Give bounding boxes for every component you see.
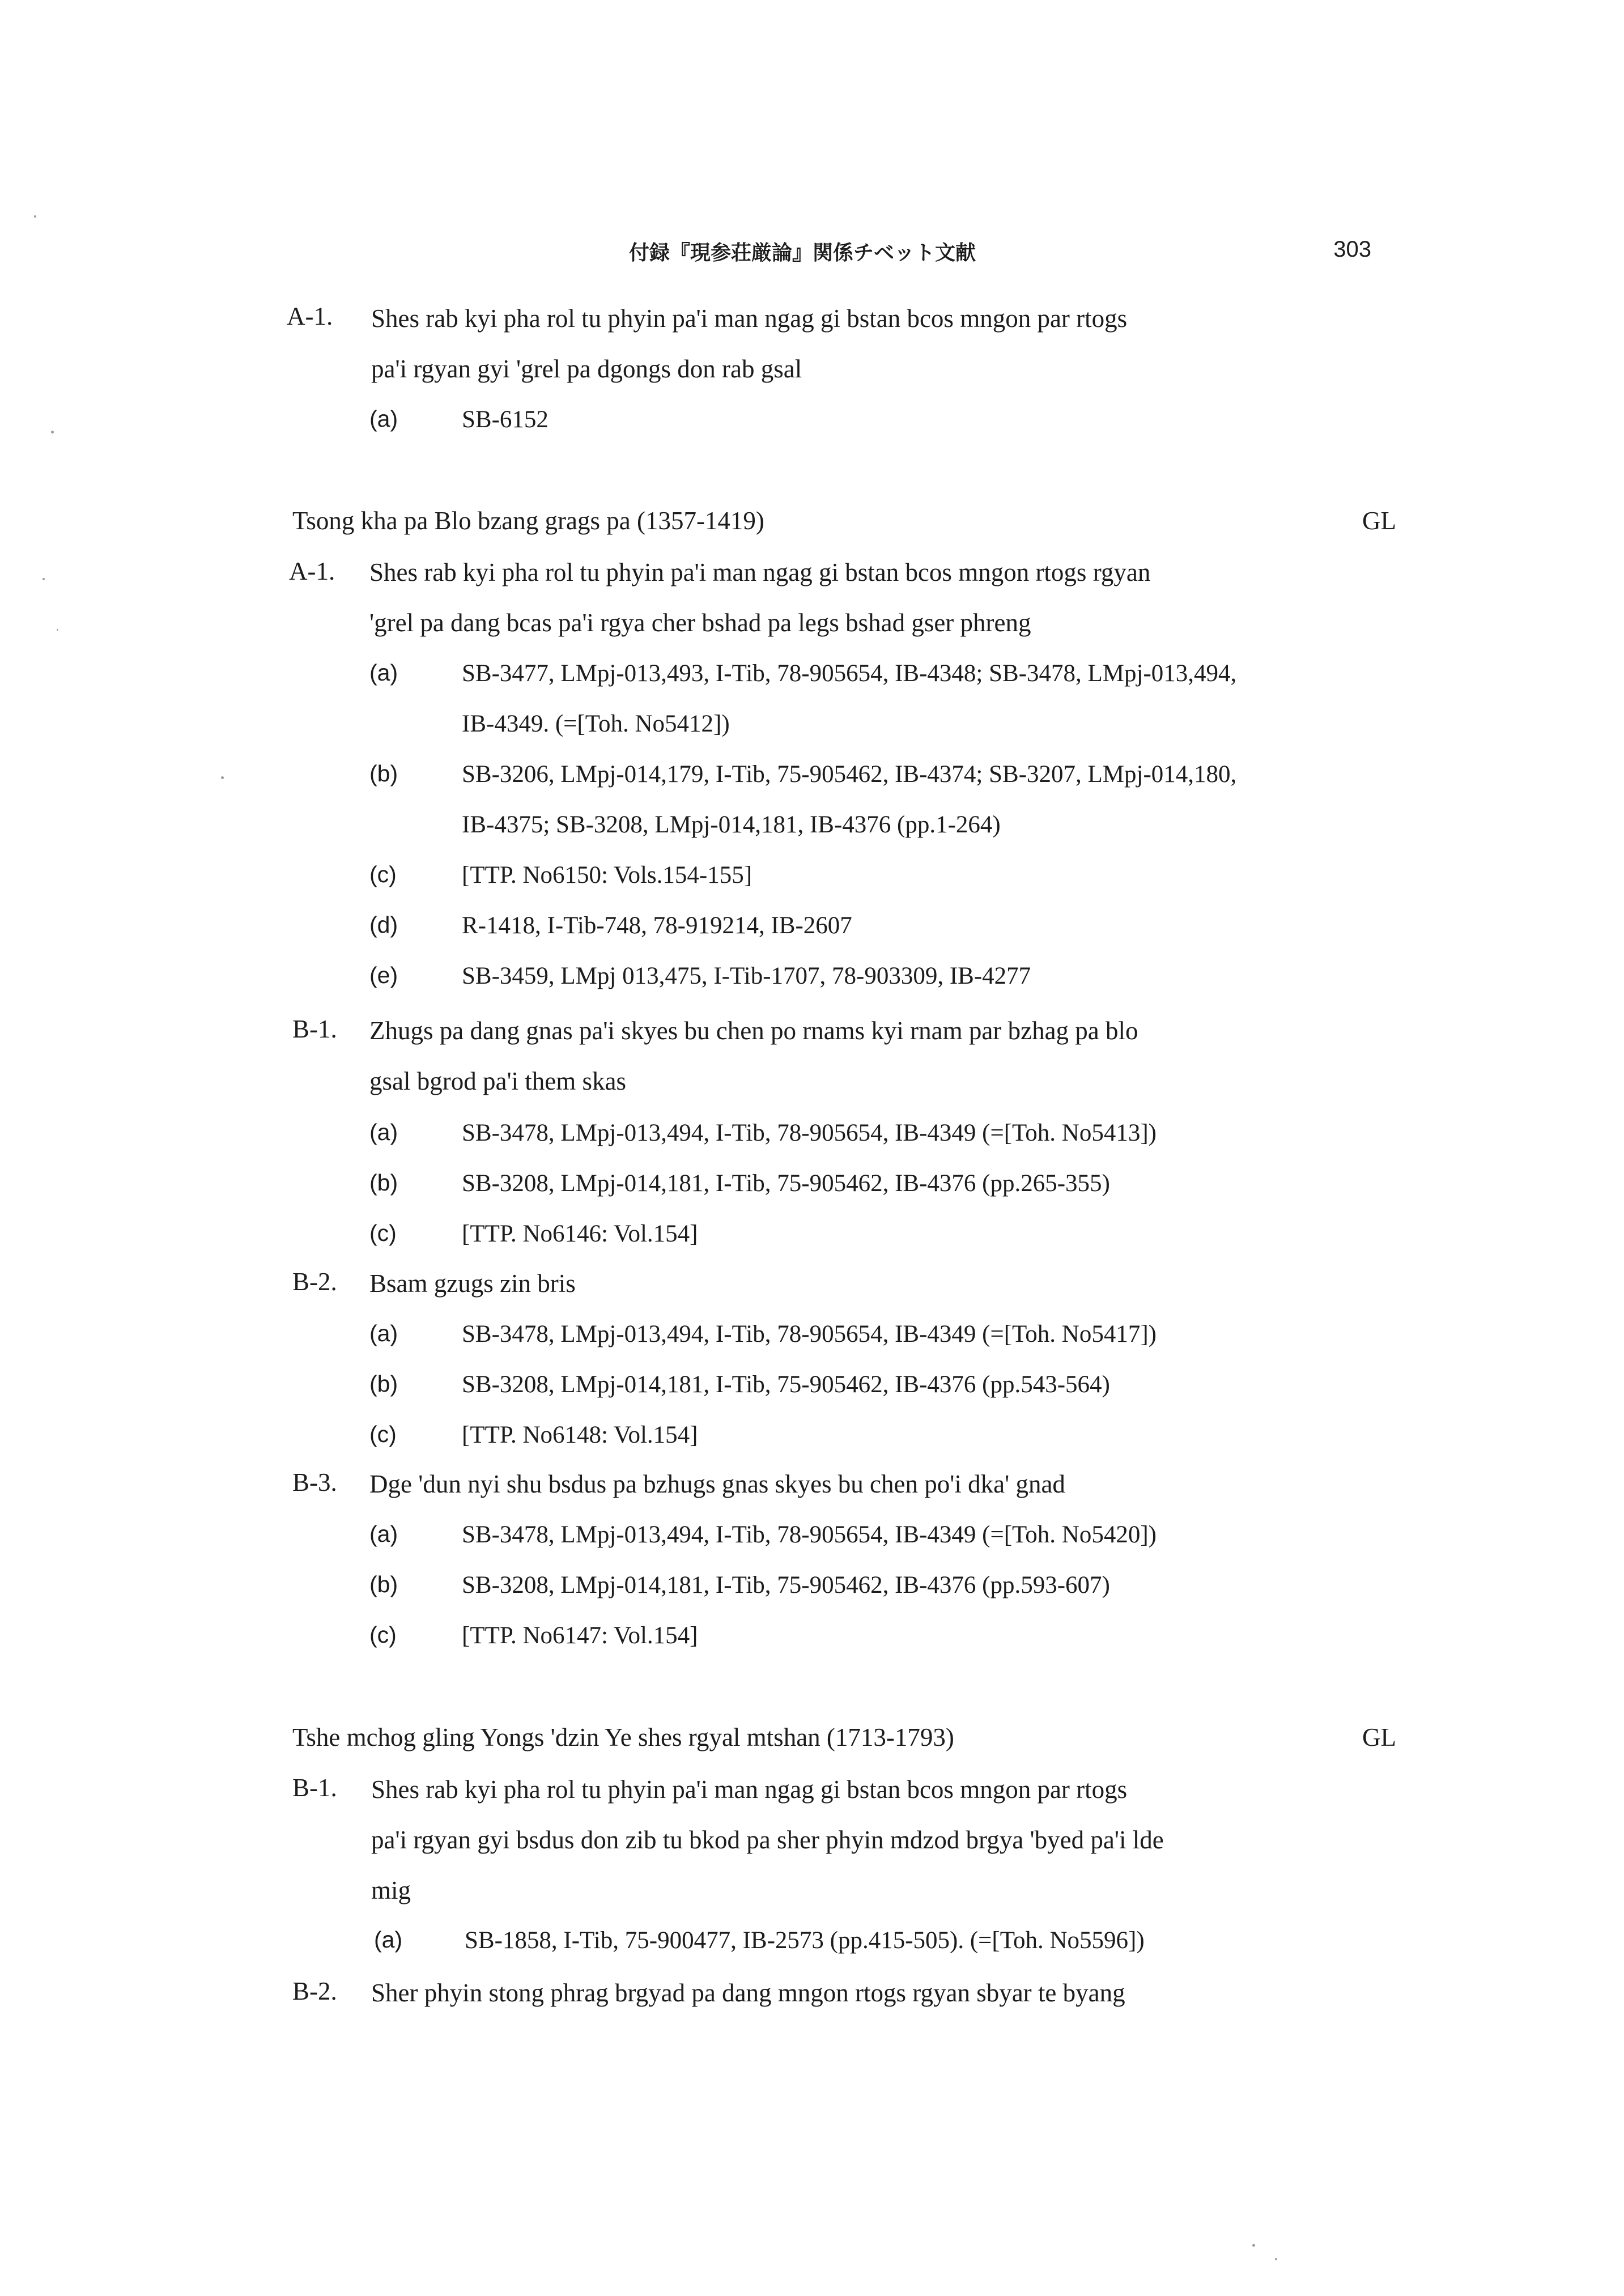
running-header [629, 237, 1371, 271]
entry-title-line: Sher phyin stong phrag brgyad pa dang mngon rtogs rgyan sbyar te byang [371, 1979, 1125, 2007]
ref-label: (a) [369, 1119, 398, 1145]
entry-title-line: 'grel pa dang bcas pa'i rgya cher bshad pa legs bshad gser phreng [369, 609, 1031, 637]
entry-title-line: pa'i rgyan gyi 'grel pa dgongs don rab gsal [371, 355, 802, 383]
ref-label: (b) [369, 1571, 398, 1597]
ref-label: (b) [369, 1170, 398, 1196]
ref-line: [TTP. No6146: Vol.154] [462, 1221, 698, 1247]
author-heading: Tsong kha pa Blo bzang grags pa (1357-1419) [292, 507, 764, 535]
entry-label: B-2. [292, 1268, 337, 1296]
scan-speck [57, 629, 58, 631]
ref-label: (c) [369, 861, 397, 887]
ref-label: (c) [369, 1421, 397, 1447]
ref-line: SB-3206, LMpj-014,179, I-Tib, 75-905462, IB-4374; SB-3207, LMpj-014,180, [462, 761, 1237, 788]
scan-speck [1275, 2258, 1277, 2260]
ref-line: SB-3459, LMpj 013,475, I-Tib-1707, 78-903309, IB-4277 [462, 963, 1031, 989]
scan-speck [221, 776, 224, 779]
entry-label: B-3. [292, 1468, 337, 1496]
entry-title-line: Bsam gzugs zin bris [369, 1269, 576, 1298]
ref-label: (e) [369, 962, 398, 988]
ref-line: SB-3478, LMpj-013,494, I-Tib, 78-905654, IB-4349 (=[Toh. No5420]) [462, 1521, 1157, 1548]
scan-speck [1252, 2244, 1255, 2247]
ref-line: SB-3208, LMpj-014,181, I-Tib, 75-905462, IB-4376 (pp.265-355) [462, 1170, 1110, 1197]
entry-label: A-1. [289, 557, 335, 585]
page-number: 303 [1333, 237, 1371, 262]
entry-label: A-1. [287, 302, 333, 330]
ref-label: (c) [369, 1622, 397, 1648]
ref-line: [TTP. No6147: Vol.154] [462, 1622, 698, 1649]
entry-label: B-2. [292, 1977, 337, 2005]
ref-line: SB-3208, LMpj-014,181, I-Tib, 75-905462, IB-4376 (pp.543-564) [462, 1371, 1110, 1398]
entry-label: B-1. [292, 1015, 337, 1043]
ref-label: (a) [369, 1521, 398, 1547]
author-heading: Tshe mchog gling Yongs 'dzin Ye shes rgyal mtshan (1713-1793) [292, 1723, 954, 1751]
scan-speck [51, 431, 54, 433]
entry-title-line: mig [371, 1876, 411, 1904]
author-tag: GL [1362, 1723, 1396, 1751]
ref-line: IB-4375; SB-3208, LMpj-014,181, IB-4376 (pp.1-264) [462, 811, 1001, 838]
entry-title-line: pa'i rgyan gyi bsdus don zib tu bkod pa sher phyin mdzod brgya 'byed pa'i lde [371, 1826, 1164, 1854]
ref-label: (d) [369, 912, 398, 938]
ref-label: (b) [369, 1371, 398, 1397]
scan-speck [42, 578, 45, 580]
entry-label: B-1. [292, 1774, 337, 1802]
author-tag: GL [1362, 507, 1396, 535]
entry-title-line: gsal bgrod pa'i them skas [369, 1067, 627, 1095]
ref-label: (a) [374, 1927, 403, 1953]
ref-line: R-1418, I-Tib-748, 78-919214, IB-2607 [462, 912, 852, 939]
ref-label: (a) [369, 660, 398, 686]
ref-label: (c) [369, 1220, 397, 1246]
entry-title-line: Shes rab kyi pha rol tu phyin pa'i man ngag gi bstan bcos mngon par rtogs [371, 1775, 1128, 1804]
entry-title-line: Shes rab kyi pha rol tu phyin pa'i man ngag gi bstan bcos mngon par rtogs [371, 304, 1128, 333]
ref-line: IB-4349. (=[Toh. No5412]) [462, 711, 730, 737]
ref-line: [TTP. No6150: Vols.154-155] [462, 862, 753, 888]
ref-label: (b) [369, 760, 398, 786]
ref-line: SB-3477, LMpj-013,493, I-Tib, 78-905654, IB-4348; SB-3478, LMpj-013,494, [462, 660, 1237, 687]
running-header-title: 付録『現参荘厳論』関係チベット文献 [629, 241, 976, 265]
scan-speck [34, 215, 36, 218]
ref-line: SB-3208, LMpj-014,181, I-Tib, 75-905462, IB-4376 (pp.593-607) [462, 1572, 1110, 1598]
entry-title-line: Zhugs pa dang gnas pa'i skyes bu chen po rnams kyi rnam par bzhag pa blo [369, 1017, 1138, 1045]
ref-line: SB-6152 [462, 406, 549, 433]
ref-line: SB-3478, LMpj-013,494, I-Tib, 78-905654, IB-4349 (=[Toh. No5417]) [462, 1321, 1157, 1347]
ref-label: (a) [369, 406, 398, 432]
ref-label: (a) [369, 1320, 398, 1346]
ref-line: [TTP. No6148: Vol.154] [462, 1422, 698, 1448]
ref-line: SB-1858, I-Tib, 75-900477, IB-2573 (pp.415-505). (=[Toh. No5596]) [465, 1927, 1145, 1954]
entry-title-line: Dge 'dun nyi shu bsdus pa bzhugs gnas skyes bu chen po'i dka' gnad [369, 1470, 1065, 1498]
ref-line: SB-3478, LMpj-013,494, I-Tib, 78-905654, IB-4349 (=[Toh. No5413]) [462, 1120, 1157, 1146]
entry-title-line: Shes rab kyi pha rol tu phyin pa'i man ngag gi bstan bcos mngon rtogs rgyan [369, 558, 1151, 586]
